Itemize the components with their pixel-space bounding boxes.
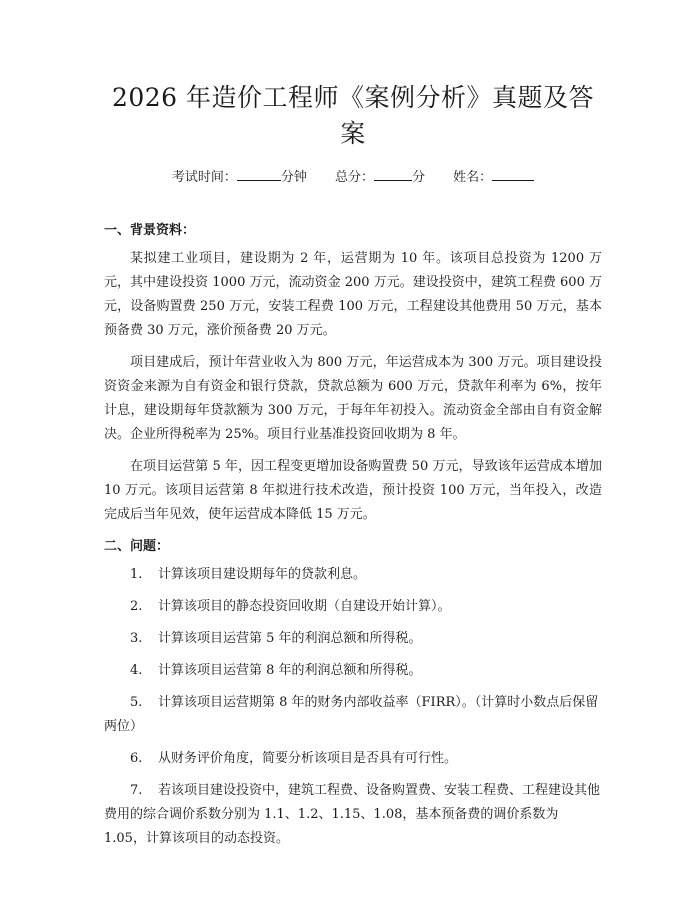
name-blank: [492, 166, 534, 181]
question-number: 3.: [130, 631, 143, 646]
total-score-label: 总分：: [334, 170, 374, 185]
question-text: 计算该项目的静态投资回收期（自建设开始计算）。: [158, 599, 451, 614]
question-6: [104, 747, 602, 771]
question-text: 计算该项目运营期第 8 年的财务内部收益率（FIRR）。（计算时小数点后保留两位）: [104, 695, 599, 734]
question-text: 若该项目建设投资中，建筑工程费、设备购置费、安装工程费、工程建设其他费用的综合调价系数分别为 1.1、1.2、1.15、1.08，基本预备费的调价系数为 1.05，计算该项目的动态投资。: [104, 783, 601, 846]
question-number: 6.: [130, 751, 143, 766]
question-text: 计算该项目运营第 8 年的利润总额和所得税。: [158, 663, 422, 678]
question-text: 从财务评价角度，简要分析该项目是否具有可行性。: [158, 751, 458, 766]
exam-time-unit: 分钟: [280, 170, 307, 185]
name-field: [453, 166, 534, 188]
question-4: [104, 659, 602, 683]
questions-heading: 二、问题：: [104, 539, 170, 554]
exam-info-line: [104, 166, 602, 188]
total-score-blank: [374, 166, 412, 181]
question-2: [104, 595, 602, 619]
question-number: 2.: [130, 599, 143, 614]
question-1: [104, 563, 602, 587]
total-score-unit: 分: [412, 170, 426, 185]
question-text: 计算该项目建设期每年的贷款利息。: [158, 567, 367, 582]
exam-time-field: [172, 166, 307, 188]
background-paragraph-3: 在项目运营第 5 年，因工程变更增加设备购置费 50 万元，导致该年运营成本增加 10 万元。该项目运营第 8 年拟进行技术改造，预计投资 100 万元，当年投入，改造完成后当年见效，使年运营成本降低 15 万元。: [104, 459, 602, 522]
question-number: 4.: [130, 663, 143, 678]
background-heading: 一、背景资料：: [104, 223, 196, 238]
total-score-field: [335, 166, 425, 188]
background-paragraph-1: 某拟建工业项目，建设期为 2 年，运营期为 10 年。该项目总投资为 1200 万元，其中建设投资 1000 万元，流动资金 200 万元。建设投资中，建筑工程费 600 万元，设备购置费 250 万元，安装工程费 100 万元，工程建设其他费用 50 万元，基本预备费 30 万元，涨价预备费 20 万元。: [104, 251, 602, 338]
document-title: 2026 年造价工程师《案例分析》真题及答案: [111, 83, 595, 148]
exam-time-label: 考试时间：: [171, 170, 237, 185]
exam-time-blank: [237, 166, 281, 181]
question-5: [104, 691, 602, 739]
question-7: [104, 779, 602, 851]
question-number: 1.: [130, 567, 143, 582]
background-paragraph-2: 项目建成后，预计年营业收入为 800 万元，年运营成本为 300 万元。项目建设投资资金来源为自有资金和银行贷款，贷款总额为 600 万元，贷款年利率为 6%，按年计息，建设期每年贷款额为 300 万元，于每年年初投入。流动资金全部由自有资金解决。企业所得税率为 25%。项目行业基准投资回收期为 8 年。: [104, 355, 602, 442]
question-number: 5.: [130, 695, 143, 710]
question-3: [104, 627, 602, 651]
question-number: 7.: [130, 783, 143, 798]
question-text: 计算该项目运营第 5 年的利润总额和所得税。: [158, 631, 422, 646]
name-label: 姓名：: [453, 170, 493, 185]
